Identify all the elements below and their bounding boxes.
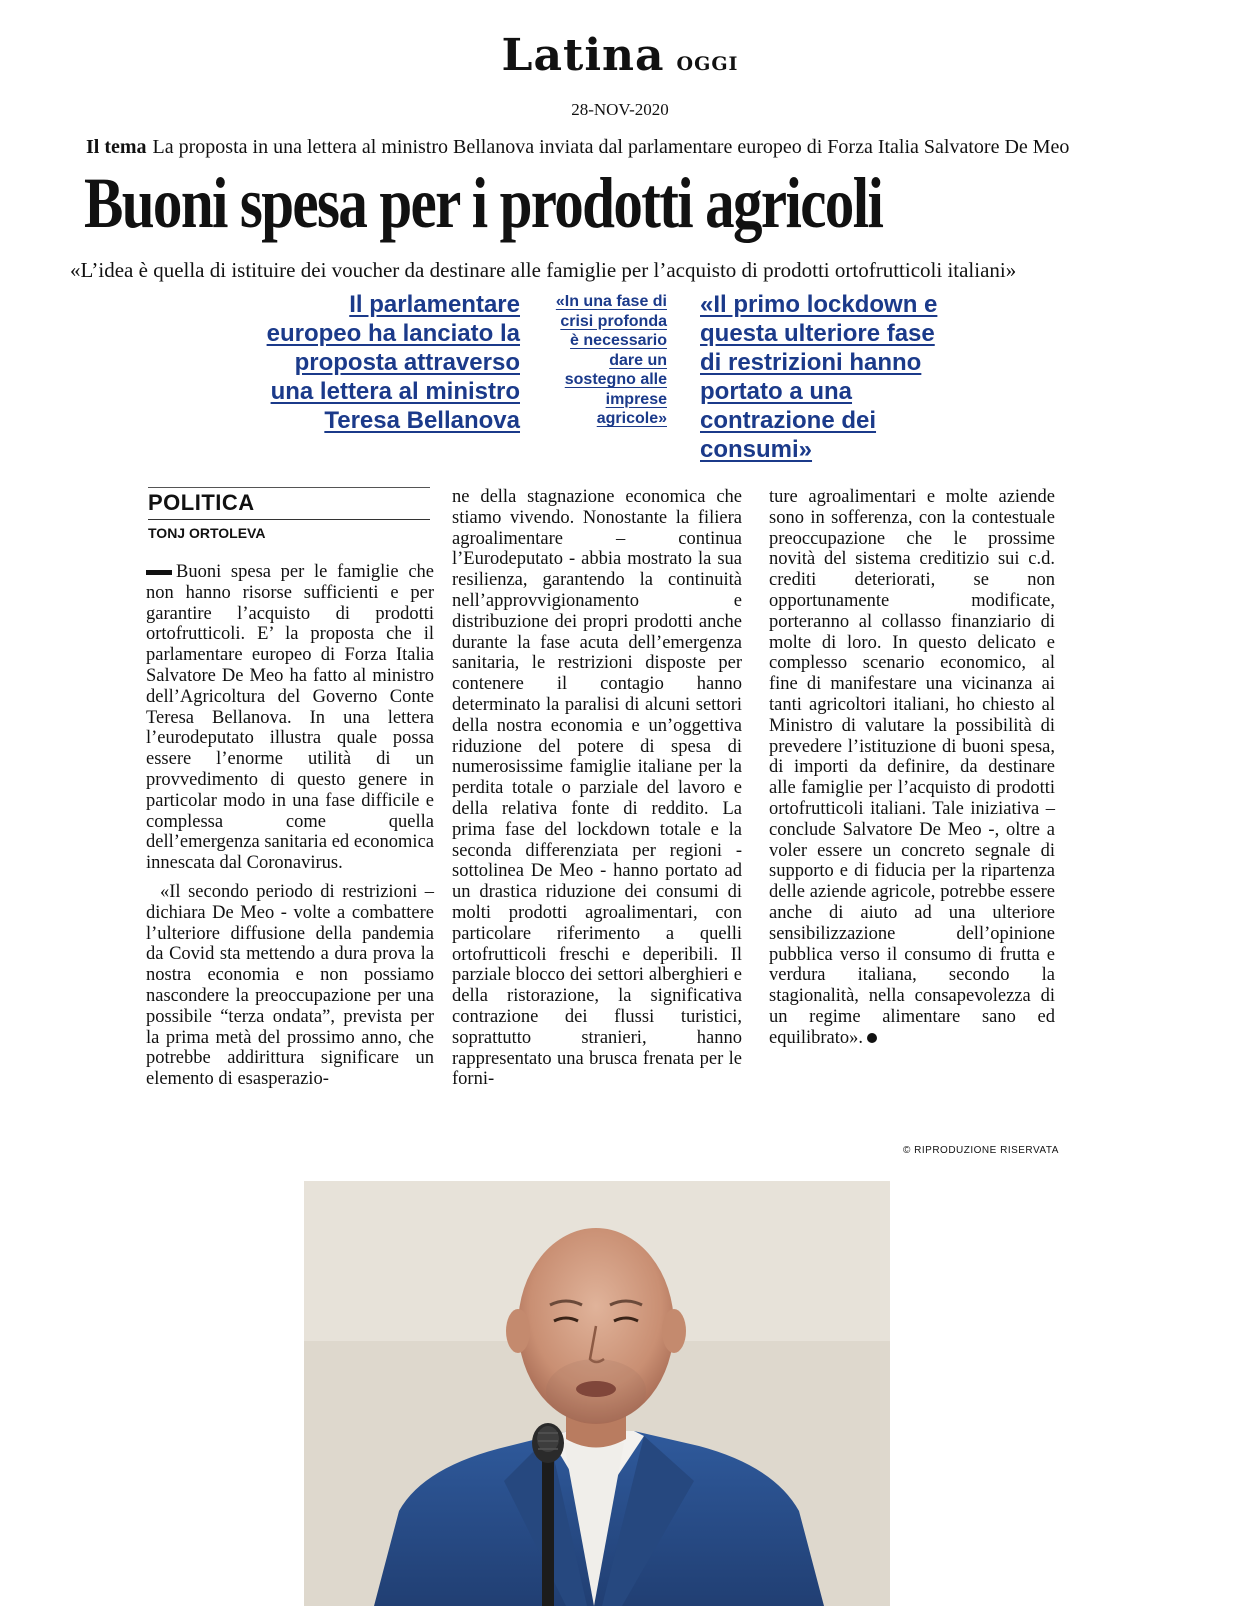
- pull-quote-line: crisi profonda: [560, 312, 667, 330]
- article-column-2: [452, 487, 742, 1098]
- pull-quote-line: europeo ha lanciato la: [266, 320, 520, 347]
- article-paragraph: [146, 562, 434, 874]
- pull-quote-line: è necessario: [570, 332, 667, 349]
- pull-quote-line: Il parlamentare: [349, 291, 520, 318]
- copyright-notice: © RIPRODUZIONE RISERVATA: [903, 1145, 1059, 1156]
- section-label: POLITICA: [148, 490, 255, 515]
- pull-quote-line: proposta attraverso: [294, 349, 520, 376]
- section-top-rule: [148, 487, 430, 488]
- pull-quote-line: imprese: [605, 390, 667, 408]
- kicker: [86, 136, 1069, 159]
- paragraph-text: ture agroalimentari e molte aziende sono in sofferenza, con la contestuale preoccupazione che le prossime novità del sistema creditizio sui c.d. crediti deteriorati, se non opportunamente modificate, porteranno al collasso finanziario di molte di loro. In questo delicato e complesso scenario economico, al fine di manifestare una vicinanza ai tanti agricoltori italiani, ho chiesto al Ministro di valutare la possibilità di prevedere l’istituzione di buoni spesa, di importi da definire, da destinare alle famiglie per l’acquisto di prodotti ortofrutticoli italiani. Tale iniziativa – conclude Salvatore De Meo -, oltre a voler essere un concreto segnale di supporto e di fiducia per la ripartenza delle aziende agricole, potrebbe essere anche di aiuto ad una ulteriore sensibilizzazione dell’opinione pubblica verso il consumo di frutta e verdura italiana, secondo la stagionalità, nella consapevolezza di un regime alimentare sano ed equilibrato».: [769, 487, 1055, 1048]
- pull-quote-line: dare un: [609, 351, 667, 369]
- pull-quote-2: [535, 292, 667, 429]
- pull-quote-line: consumi»: [700, 436, 813, 463]
- pull-quote-line: Teresa Bellanova: [324, 407, 520, 434]
- article-column-3: [769, 487, 1055, 1057]
- newspaper-edition: OGGI: [676, 53, 739, 75]
- section-bottom-rule: [148, 519, 430, 520]
- article-paragraph: [769, 487, 1055, 1049]
- pull-quote-line: «In una fase di: [555, 293, 667, 310]
- article-column-1: [146, 562, 434, 1098]
- masthead: [0, 30, 1240, 81]
- subheadline: «L’idea è quella di istituire dei voucher da destinare alle famiglie per l’acquisto di prodotti ortofrutticoli italiani»: [70, 258, 1017, 282]
- portrait-illustration: [304, 1181, 890, 1606]
- pull-quote-line: portato a una: [700, 378, 853, 405]
- newspaper-logo: Latina: [501, 30, 665, 81]
- article-photo: [304, 1181, 890, 1606]
- kicker-text: La proposta in una lettera al ministro Bellanova inviata dal parlamentare europeo di Forza Italia Salvatore De Meo: [152, 136, 1070, 158]
- headline: Buoni spesa per i prodotti agricoli: [84, 163, 883, 243]
- article-paragraph: «Il secondo periodo di restrizioni – dichiara De Meo - volte a combattere l’ulteriore diffusione della pandemia da Covid sta mettendo a dura prova la nostra economia e non possiamo nascondere la preoccupazione per una possibile “terza ondata”, prevista per la prima metà del prossimo anno, che potrebbe addirittura significare un elemento di esasperazio-: [146, 881, 434, 1090]
- pull-quote-line: questa ulteriore fase: [700, 320, 935, 347]
- lead-square-icon: [146, 570, 172, 575]
- pull-quote-1: [230, 290, 520, 435]
- paragraph-text: Buoni spesa per le famiglie che non hanno risorse sufficienti e per garantire l’acquisto di prodotti ortofrutticoli. E’ la proposta che il parlamentare europeo di Forza Italia Salvatore De Meo ha fatto al ministro dell’Agricoltura del Governo Conte Teresa Bellanova. In una lettera l’eurodeputato illustra quale possa essere l’enorme utilità di un provvedimento di questo genere in particolar modo in una fase difficile e complessa come quella dell’emergenza sanitaria ed economica innescata dal Coronavirus.: [146, 562, 434, 874]
- pull-quote-line: una lettera al ministro: [270, 378, 520, 405]
- kicker-lead: Il tema: [86, 136, 147, 158]
- end-mark-icon: [867, 1033, 877, 1043]
- pull-quote-line: contrazione dei: [700, 407, 877, 434]
- article-paragraph: ne della stagnazione economica che stiamo vivendo. Nonostante la filiera agroalimentare – continua l’Eurodeputato - abbia mostrato la sua resilienza, garantendo la continuità nell’approvvigionamento e distribuzione dei propri prodotti anche durante la fase acuta dell’emergenza sanitaria, le restrizioni disposte per contenere il contagio hanno determinato la paralisi di alcuni settori della nostra economia e un’oggettiva riduzione del potere di spesa di numerosissime famiglie italiane per la perdita totale o parziale del lavoro e della relativa fonte di reddito. La prima fase del lockdown totale e la seconda differenziata per regioni - sottolinea De Meo - hanno portato ad un drastica riduzione dei consumi di molti prodotti agroalimentari, con particolare riferimento a quelli ortofrutticoli freschi e deperibili. Il parziale blocco dei settori alberghieri e della ristorazione, la significativa contrazione dei flussi turistici, soprattutto stranieri, hanno rappresentato una brusca frenata per le forni-: [452, 487, 742, 1090]
- pull-quote-line: «Il primo lockdown e: [700, 291, 938, 318]
- pull-quote-line: agricole»: [596, 410, 667, 427]
- byline: TONJ ORTOLEVA: [148, 525, 266, 541]
- pull-quote-3: [700, 290, 1020, 464]
- microphone-stand: [542, 1446, 554, 1606]
- pull-quote-line: di restrizioni hanno: [700, 349, 922, 376]
- pull-quote-line: sostegno alle: [564, 371, 667, 388]
- publication-date: 28-NOV-2020: [571, 100, 669, 119]
